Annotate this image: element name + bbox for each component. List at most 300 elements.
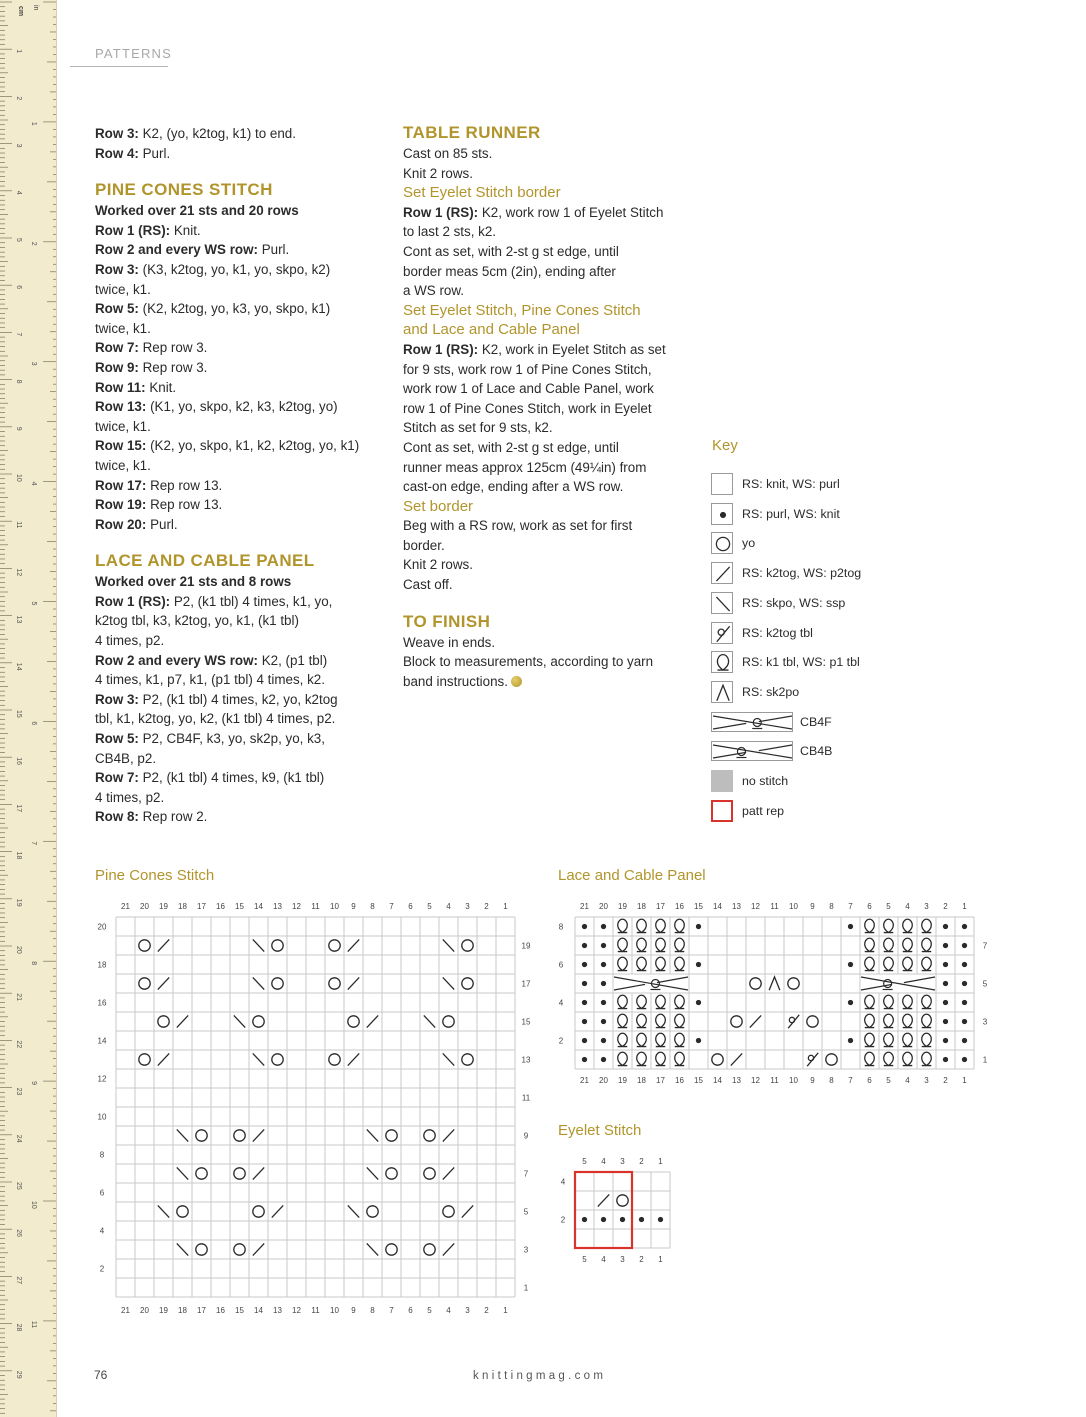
col-label: 14 [713,902,722,911]
to-finish-lines [403,633,703,692]
row-text: CB4B, p2. [95,750,157,766]
k2tog-tbl-mark [788,1015,799,1028]
pattern-line [403,262,703,282]
purl-dot [696,1000,701,1005]
ruler-cm-number: 25 [15,1182,22,1190]
pattern-line [95,456,395,476]
circle-icon [711,532,733,554]
yo-mark [158,1016,169,1027]
skpo-mark [443,977,454,989]
col-label: 16 [675,902,684,911]
yo-mark [253,1206,264,1217]
row-label: 3 [982,1017,988,1027]
ruler-cm-number: 5 [15,238,22,242]
col-label: 16 [216,902,225,911]
twisted-stitch-mark [884,995,894,1008]
pattern-line [95,417,395,437]
yo-mark [443,1016,454,1027]
twisted-stitch-mark [884,1014,894,1027]
row-text: Purl. [146,516,178,532]
twisted-stitch-mark [656,1052,666,1065]
measuring-ruler [0,0,57,1417]
ruler-in-number: 3 [30,361,37,366]
pattern-line [403,144,703,164]
row-label: Row 4: [95,145,139,161]
line-text: band instructions. [403,673,508,689]
row-label: 9 [523,1131,529,1141]
purl-dot [943,924,948,929]
twisted-stitch-mark [675,995,685,1008]
col-label: 5 [582,1255,587,1264]
pattern-line [403,399,703,419]
k2tog-mark [348,939,359,951]
skpo-mark [253,939,264,951]
ruler-cm-number: 19 [15,898,22,907]
col-label: 15 [235,902,244,911]
yo-mark [424,1130,435,1141]
line-text: Knit 2 rows. [403,557,473,573]
row-text: Stitch as set for 9 sts, k2. [403,420,553,436]
twisted-stitch-mark [675,919,685,932]
row-label: Row 1 (RS): [403,204,479,220]
eyelet-border-rows [403,203,703,301]
yo-mark [329,940,340,951]
ruler-cm-number: 2 [15,96,22,101]
col-label: 17 [197,1306,206,1315]
purl-dot [943,962,948,967]
purl-dot [943,1057,948,1062]
to-finish-heading: TO FINISH [403,611,491,631]
row-label: 6 [558,960,564,970]
k2tog-mark [462,1205,473,1217]
twisted-stitch-mark [922,995,932,1008]
twisted-stitch-mark [656,919,666,932]
pattern-line [403,477,703,497]
ruler-in-number: 9 [30,1081,37,1086]
purl-dot [582,924,587,929]
pattern-line [403,340,703,360]
col-label: 3 [465,902,470,911]
purl-dot [639,1217,644,1222]
row-text: P2, (k1 tbl) 4 times, k1, yo, [170,593,333,609]
col-label: 14 [713,1076,722,1085]
yo-mark [139,940,150,951]
pattern-line [403,633,703,653]
col-label: 4 [446,902,451,911]
yo-mark [424,1168,435,1179]
purl-dot [601,981,606,986]
caret-icon [711,681,733,703]
twisted-stitch-mark [865,919,875,932]
ruler-cm-number: 4 [15,190,22,195]
pattern-line [95,260,395,280]
twisted-stitch-mark [903,957,913,970]
eyelet-chart-title: Eyelet Stitch [558,1122,642,1139]
row-label: Row 2 and every WS row: [95,652,258,668]
ruler-cm-number: 1 [15,49,22,54]
purl-dot [582,962,587,967]
col-label: 9 [351,902,356,911]
row-label: Row 17: [95,477,147,493]
col-label: 3 [465,1306,470,1315]
purl-dot [601,962,606,967]
col-label: 5 [427,1306,432,1315]
yo-mark [731,1016,742,1027]
ruler-cm-number: 15 [15,710,22,718]
pattern-line [95,788,395,808]
row-text: twice, k1. [95,457,151,473]
row-label: Row 7: [95,340,139,356]
skpo-mark [348,1205,359,1217]
twisted-stitch-mark [618,1014,628,1027]
col-label: 1 [503,1306,508,1315]
yo-mark [386,1168,397,1179]
lace-cable-chart-title: Lace and Cable Panel [558,867,706,884]
row-label: 10 [97,1112,107,1122]
ruler-in-number: 10 [30,1201,37,1209]
pattern-line [95,319,395,339]
twisted-stitch-mark [637,1033,647,1046]
row-label: Row 8: [95,809,139,825]
chart-grid [116,917,515,1297]
yo-mark [826,1054,837,1065]
ruler-cm-number: 24 [15,1134,22,1143]
row-label: 6 [99,1188,105,1198]
row-label: 2 [99,1264,105,1274]
col-label: 9 [351,1306,356,1315]
row-text: a WS row. [403,283,465,299]
col-label: 13 [273,902,282,911]
dot-icon [711,503,733,525]
purl-dot [848,962,853,967]
skpo-mark [367,1167,378,1179]
row-text: Rep row 3. [138,359,208,375]
col-label: 2 [639,1255,644,1264]
col-label: 9 [810,902,815,911]
k2tog-mark [348,977,359,989]
line-text: Beg with a RS row, work as set for first [403,518,633,534]
row-text: (K1, yo, skpo, k2, k3, k2tog, yo) [146,399,338,415]
row-text: Rep row 3. [138,340,208,356]
line-text: Cast on 85 sts. [403,146,493,161]
yo-mark [234,1130,245,1141]
purl-dot [848,1038,853,1043]
pattern-line [95,240,395,260]
k2tog-mark [731,1053,742,1065]
k2tog-mark [750,1015,761,1027]
col-label: 11 [311,1306,320,1315]
set-border-lines [403,516,703,594]
col-label: 15 [694,902,703,911]
purl-dot [848,1000,853,1005]
pattern-line [95,670,395,690]
right-column [403,122,703,691]
col-label: 21 [121,1306,130,1315]
lace-cable-chart [550,895,1000,1090]
row-text: for 9 sts, work row 1 of Pine Cones Stitch, [403,361,652,377]
col-label: 18 [178,1306,187,1315]
twisted-stitch-mark [865,995,875,1008]
purl-dot [620,1217,625,1222]
key-label: RS: k2tog tbl [742,625,813,640]
key-label: RS: k1 tbl, WS: p1 tbl [742,655,860,670]
purl-dot [582,981,587,986]
col-label: 17 [656,902,665,911]
ruler-cm-number: 14 [15,662,22,671]
twisted-icon [711,651,733,673]
col-label: 10 [789,1076,798,1085]
pattern-line [403,281,703,301]
k2tog-mark [158,977,169,989]
row-label: Row 11: [95,379,146,395]
row-label: Row 5: [95,731,139,747]
ruler-cm-number: 11 [15,521,22,529]
k2tog-mark [177,1015,188,1027]
row-text: (K3, k2tog, yo, k1, yo, skpo, k2) [138,261,331,277]
col-label: 2 [484,902,489,911]
key-item-k2tog-tbl [711,622,813,644]
row-label: Row 19: [95,497,147,513]
col-label: 6 [867,1076,872,1085]
row-text: runner meas approx 125cm (49¼in) from [403,459,647,475]
row-text: P2, (k1 tbl) 4 times, k9, (k1 tbl) [138,770,325,786]
k2tog-mark [253,1243,264,1255]
purl-dot [582,943,587,948]
key-item-blank [711,473,840,495]
row-text: P2, (k1 tbl) 4 times, k2, yo, k2tog [138,691,338,707]
yo-mark [196,1244,207,1255]
row-text: Rep row 13. [146,497,223,513]
col-label: 18 [178,902,187,911]
col-label: 17 [656,1076,665,1085]
pattern-line [403,164,703,184]
site-url: knittingmag.com [473,1370,607,1382]
backslash-icon [711,592,733,614]
col-label: 20 [140,1306,149,1315]
k2tog-mark [348,1053,359,1065]
row-label: Row 13: [95,399,147,415]
yo-mark [807,1016,818,1027]
col-label: 9 [810,1076,815,1085]
key-item-cb4b [711,740,832,762]
key-label: RS: skpo, WS: ssp [742,595,846,610]
pattern-line [403,458,703,478]
key-label: patt rep [742,803,785,818]
yo-mark [462,1054,473,1065]
pattern-line [403,360,703,380]
twisted-stitch-mark [884,957,894,970]
row-label: 14 [97,1036,107,1046]
purl-dot [601,943,606,948]
k2tog-mark [443,1129,454,1141]
pine-cones-chart-title: Pine Cones Stitch [95,867,215,884]
col-label: 5 [886,902,891,911]
row-label: 12 [97,1074,107,1084]
pattern-line [403,516,703,536]
red-box-icon [711,800,733,822]
ruler-cm-number: 13 [15,615,22,624]
pattern-line [95,299,395,319]
yo-mark [348,1016,359,1027]
purl-dot [943,1038,948,1043]
ruler-cm-number: 10 [15,474,22,482]
twisted-stitch-mark [637,938,647,951]
twisted-stitch-mark [675,1033,685,1046]
col-label: 1 [503,902,508,911]
slash-icon [711,562,733,584]
ruler-cm-number: 23 [15,1087,22,1096]
col-label: 5 [427,902,432,911]
pine-cones-sub: Worked over 21 sts and 20 rows [95,203,299,219]
grey-icon [711,770,733,792]
twisted-stitch-mark [884,919,894,932]
row-label: 7 [523,1169,529,1179]
purl-dot [658,1217,663,1222]
twisted-stitch-mark [922,957,932,970]
col-label: 4 [601,1157,606,1166]
row-text: to last 2 sts, k2. [403,224,497,240]
skpo-mark [367,1129,378,1141]
row-label: Row 9: [95,359,139,375]
pine-cones-chart [90,895,540,1320]
row-label: Row 1 (RS): [95,593,171,609]
purl-dot [962,1019,967,1024]
pattern-line [95,749,395,769]
col-label: 3 [620,1157,625,1166]
col-label: 4 [905,1076,910,1085]
purl-dot [601,1217,606,1222]
ruler-cm-number: 26 [15,1229,22,1237]
row-text: K2, (yo, k2tog, k1) to end. [138,126,296,141]
twisted-stitch-mark [637,957,647,970]
purl-dot [601,1000,606,1005]
k2tog-mark [272,1205,283,1217]
k2tog-mark [158,939,169,951]
row-label: Row 3: [95,126,139,141]
row-label: 15 [521,1017,531,1027]
k2tog-mark [158,1053,169,1065]
twisted-stitch-mark [656,957,666,970]
k2tog-mark [367,1015,378,1027]
skpo-mark [234,1015,245,1027]
yo-mark [462,940,473,951]
ruler-cm-number: 17 [15,804,22,813]
pattern-line [95,358,395,378]
yo-mark [272,940,283,951]
row-label: 7 [982,941,988,951]
row-text: work row 1 of Lace and Cable Panel, work [403,381,654,397]
twisted-stitch-mark [618,995,628,1008]
purl-dot [943,1000,948,1005]
row-label: Row 7: [95,770,139,786]
row-text: Cont as set, with 2-st g st edge, until [403,439,619,455]
twisted-stitch-mark [865,1052,875,1065]
key-label: CB4F [800,714,832,729]
col-label: 17 [197,902,206,911]
row-text: Knit. [170,222,201,238]
pattern-line [403,222,703,242]
skpo-mark [158,1205,169,1217]
col-label: 1 [962,1076,967,1085]
row-text: Purl. [257,242,290,258]
ruler-cm-number: 12 [15,568,22,577]
key-item-grey [711,770,788,792]
table-runner-lines [403,144,703,183]
twisted-stitch-mark [865,1033,875,1046]
eyelet-chart [555,1150,685,1275]
ruler-cm-number: 28 [15,1323,22,1332]
col-label: 18 [637,1076,646,1085]
purl-dot [962,962,967,967]
col-label: 6 [867,902,872,911]
row-label: 13 [521,1055,531,1065]
k2tog-mark [598,1194,609,1206]
col-label: 4 [601,1255,606,1264]
row-text: Cont as set, with 2-st g st edge, until [403,243,619,259]
k2tog-tbl-icon [711,622,733,644]
key-item-red-box [711,800,784,822]
pattern-line [95,144,395,164]
row-text: K2, work row 1 of Eyelet Stitch [478,204,664,220]
pattern-line [95,495,395,515]
row-label: 20 [97,922,107,932]
k2tog-mark [443,1243,454,1255]
row-text: row 1 of Pine Cones Stitch, work in Eyelet [403,400,652,416]
pattern-line [403,418,703,438]
ruler-cm-number: 21 [15,993,22,1001]
twisted-stitch-mark [675,938,685,951]
twisted-stitch-mark [903,1033,913,1046]
row-text: 4 times, p2. [95,633,165,649]
ruler-cm-number: 16 [15,757,22,765]
key-item-backslash [711,592,845,614]
col-label: 19 [159,1306,168,1315]
key-label: RS: knit, WS: purl [742,477,840,491]
key-item-circle [711,532,755,554]
set-all-rows [403,340,703,497]
col-label: 13 [732,902,741,911]
purl-dot [848,924,853,929]
yo-mark [716,538,729,551]
purl-dot [962,924,967,929]
col-label: 7 [848,1076,853,1085]
twisted-stitch-mark [903,1014,913,1027]
row-label: 4 [99,1226,105,1236]
col-label: 3 [924,1076,929,1085]
row-label: 1 [523,1283,529,1293]
section-label: PATTERNS [95,46,173,61]
yo-mark [139,978,150,989]
twisted-stitch-mark [865,957,875,970]
twisted-stitch-mark [903,919,913,932]
key-label: CB4B [800,744,833,759]
line-text: Knit 2 rows. [403,165,473,181]
pattern-line [403,242,703,262]
line-text: border. [403,537,445,553]
pattern-line [403,575,703,595]
ruler-in-number: 1 [30,121,37,126]
pattern-line [95,768,395,788]
skpo-mark [177,1129,188,1141]
yo-mark [712,1054,723,1065]
chart-grid [575,1172,670,1248]
row-label: 8 [558,922,564,932]
col-label: 12 [751,1076,760,1085]
purl-dot [720,512,726,518]
row-label: 17 [521,979,531,989]
twisted-stitch-mark [618,938,628,951]
pattern-line [95,515,395,535]
